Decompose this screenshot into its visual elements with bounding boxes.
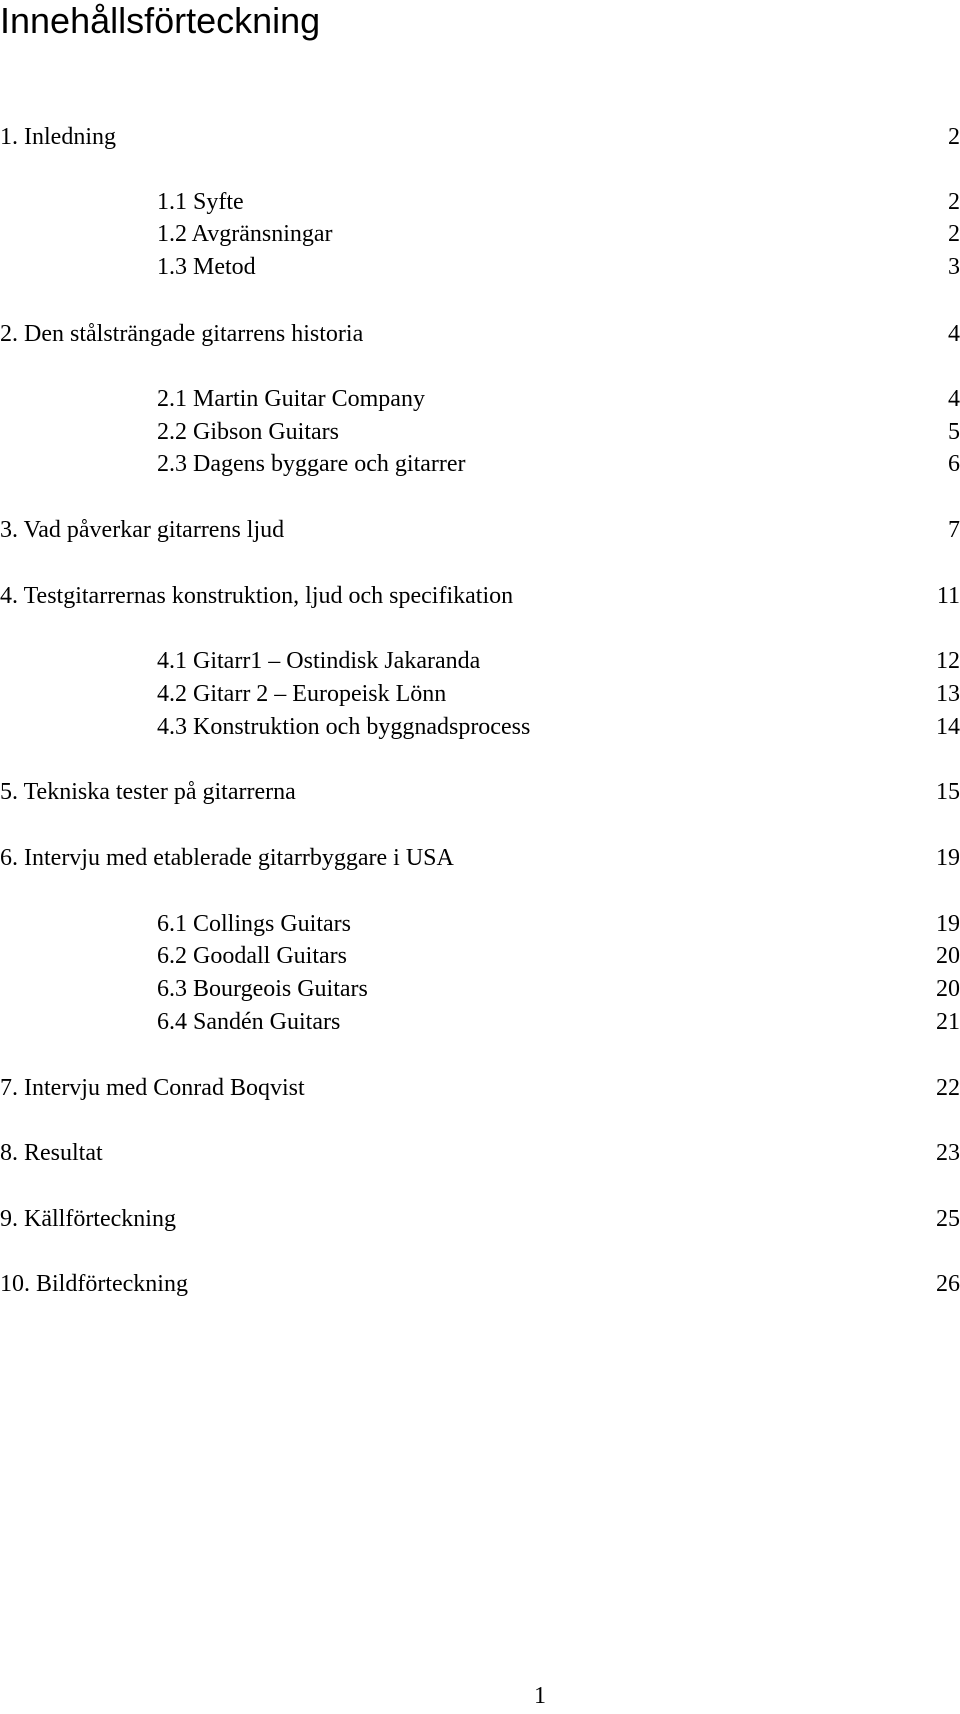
toc-entry-page: 5 [948, 419, 960, 445]
toc-entry-page: 22 [936, 1075, 960, 1101]
toc-entry [0, 1072, 960, 1104]
toc-entry [0, 514, 960, 546]
toc-subentry [0, 711, 960, 743]
toc-entry-page: 19 [936, 845, 960, 871]
toc-entry [0, 842, 960, 874]
toc-entry-label: 8. Resultat [0, 1140, 103, 1166]
toc-entry [0, 121, 960, 153]
toc-entry-label: 4.1 Gitarr1 – Ostindisk Jakaranda [157, 648, 481, 674]
toc-subentry [0, 416, 960, 448]
toc-subentry [0, 908, 960, 940]
page-number: 1 [534, 1683, 546, 1709]
toc-entry [0, 318, 960, 350]
toc-entry-label: 1.3 Metod [157, 254, 256, 280]
toc-entry-page: 15 [936, 779, 960, 805]
toc-entry [0, 1137, 960, 1169]
toc-entry-page: 3 [948, 254, 960, 280]
toc-entry-page: 25 [936, 1206, 960, 1232]
toc-entry-label: 1. Inledning [0, 124, 116, 150]
toc-entry-page: 4 [948, 321, 960, 347]
toc-subentry [0, 1006, 960, 1038]
toc-entry-page: 14 [936, 714, 960, 740]
toc-subentry [0, 251, 960, 283]
toc-entry-label: 10. Bildförteckning [0, 1271, 188, 1297]
toc-subentry [0, 218, 960, 250]
toc-entry-page: 23 [936, 1140, 960, 1166]
toc-entry-label: 4.2 Gitarr 2 – Europeisk Lönn [157, 681, 447, 707]
toc-entry-page: 2 [948, 124, 960, 150]
toc-entry-page: 11 [936, 583, 960, 609]
toc-entry-page: 19 [936, 911, 960, 937]
toc-entry-page: 13 [936, 681, 960, 707]
toc-subentry [0, 448, 960, 480]
toc-entry-page: 21 [936, 1009, 960, 1035]
toc-entry-page: 6 [948, 451, 960, 477]
toc-subentry [0, 940, 960, 972]
toc-entry-page: 2 [948, 189, 960, 215]
toc-entry-page: 26 [936, 1271, 960, 1297]
toc-subentry [0, 383, 960, 415]
toc-entry-label: 6.4 Sandén Guitars [157, 1009, 341, 1035]
toc-entry-label: 4.3 Konstruktion och byggnadsprocess [157, 714, 531, 740]
toc-subentry [0, 678, 960, 710]
toc-entry-label: 5. Tekniska tester på gitarrerna [0, 779, 296, 805]
toc-entry [0, 1268, 960, 1300]
toc-entry-page: 4 [948, 386, 960, 412]
toc-entry [0, 776, 960, 808]
toc-entry-label: 9. Källförteckning [0, 1206, 176, 1232]
toc-entry-label: 3. Vad påverkar gitarrens ljud [0, 517, 285, 543]
toc-entry-page: 12 [936, 648, 960, 674]
toc-entry-label: 2.2 Gibson Guitars [157, 419, 339, 445]
toc-entry-label: 2.1 Martin Guitar Company [157, 386, 425, 412]
toc-entry-label: 2. Den stålsträngade gitarrens historia [0, 321, 364, 347]
toc-entry [0, 1203, 960, 1235]
toc-entry [0, 580, 960, 612]
toc-subentry [0, 186, 960, 218]
toc-entry-label: 1.1 Syfte [157, 189, 244, 215]
toc-entry-label: 1.2 Avgränsningar [157, 221, 333, 247]
toc-entry-page: 20 [936, 976, 960, 1002]
toc-entry-label: 2.3 Dagens byggare och gitarrer [157, 451, 466, 477]
toc-entry-label: 6.3 Bourgeois Guitars [157, 976, 368, 1002]
toc-entry-label: 6.2 Goodall Guitars [157, 943, 347, 969]
toc-entry-label: 6.1 Collings Guitars [157, 911, 352, 937]
toc-entry-label: 7. Intervju med Conrad Boqvist [0, 1075, 305, 1101]
toc-subentry [0, 645, 960, 677]
toc-entry-page: 2 [948, 221, 960, 247]
toc-entry-label: 4. Testgitarrernas konstruktion, ljud och specifikation [0, 583, 514, 609]
page-title: Innehållsförteckning [0, 0, 321, 41]
toc-entry-label: 6. Intervju med etablerade gitarrbyggare i USA [0, 845, 454, 871]
toc-entry-page: 7 [948, 517, 960, 543]
toc-subentry [0, 973, 960, 1005]
toc-entry-page: 20 [936, 943, 960, 969]
